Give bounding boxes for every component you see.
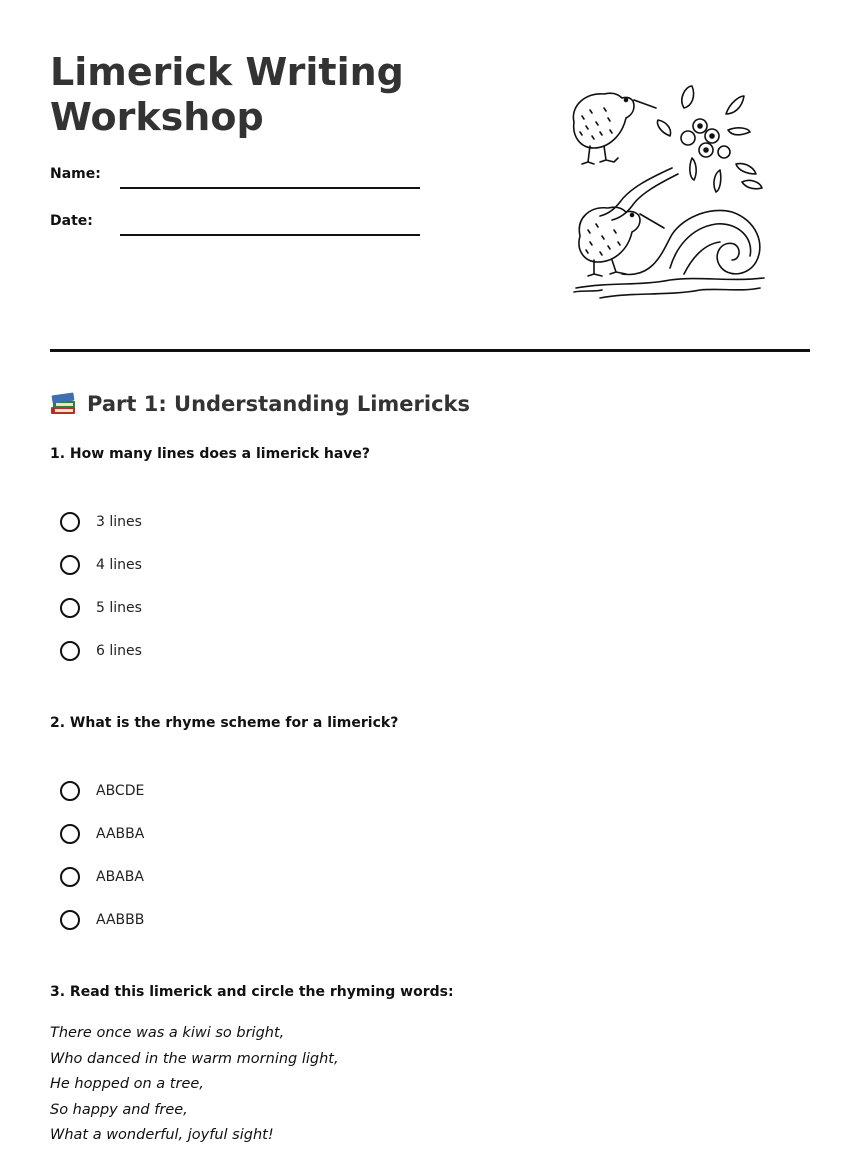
title-line-2: Workshop [50,95,264,139]
q2-option-aabbb[interactable] [60,907,144,933]
q2-option-aabba[interactable] [60,821,144,847]
option-label: AABBA [96,826,145,842]
q2-option-abcde[interactable] [60,778,144,804]
name-label: Name: [50,166,101,182]
radio-button[interactable] [60,781,80,801]
option-label: ABABA [96,869,144,885]
part1-heading-text: Part 1: Understanding Limericks [87,392,471,416]
q1-option-3-lines[interactable] [60,509,142,535]
q2-option-ababa[interactable] [60,864,144,890]
option-label: 3 lines [96,514,142,530]
radio-button[interactable] [60,910,80,930]
poem-line: What a wonderful, joyful sight! [50,1127,274,1144]
option-label: 4 lines [96,557,142,573]
radio-button[interactable] [60,641,80,661]
option-label: 5 lines [96,600,142,616]
section-divider [50,349,810,352]
upper-kiwi-icon [573,93,656,164]
wave-icon [574,210,764,298]
poem-line: There once was a kiwi so bright, [50,1025,285,1041]
books-icon [50,391,78,417]
radio-button[interactable] [60,512,80,532]
q1-option-5-lines[interactable] [60,595,142,621]
question-1: 1. How many lines does a limerick have? [50,446,371,462]
poem-line: So happy and free, [50,1101,188,1118]
title-line-1: Limerick Writing [50,50,404,94]
date-field[interactable] [120,234,420,236]
option-label: 6 lines [96,643,142,659]
kiwi-illustration [560,78,780,308]
option-label: AABBB [96,912,145,928]
question-3: 3. Read this limerick and circle the rhyming words: [50,984,454,1000]
page-title [50,50,430,140]
poem-line: Who danced in the warm morning light, [50,1050,339,1067]
poem-line: He hopped on a tree, [50,1076,204,1093]
q1-option-4-lines[interactable] [60,552,142,578]
date-label: Date: [50,213,93,229]
part1-heading [50,388,470,420]
option-label: ABCDE [96,783,145,799]
radio-button[interactable] [60,867,80,887]
q1-option-6-lines[interactable] [60,638,142,664]
name-field[interactable] [120,187,420,189]
radio-button[interactable] [60,598,80,618]
question-2: 2. What is the rhyme scheme for a limerick? [50,715,399,731]
radio-button[interactable] [60,824,80,844]
radio-button[interactable] [60,555,80,575]
limerick-poem [50,1021,339,1149]
